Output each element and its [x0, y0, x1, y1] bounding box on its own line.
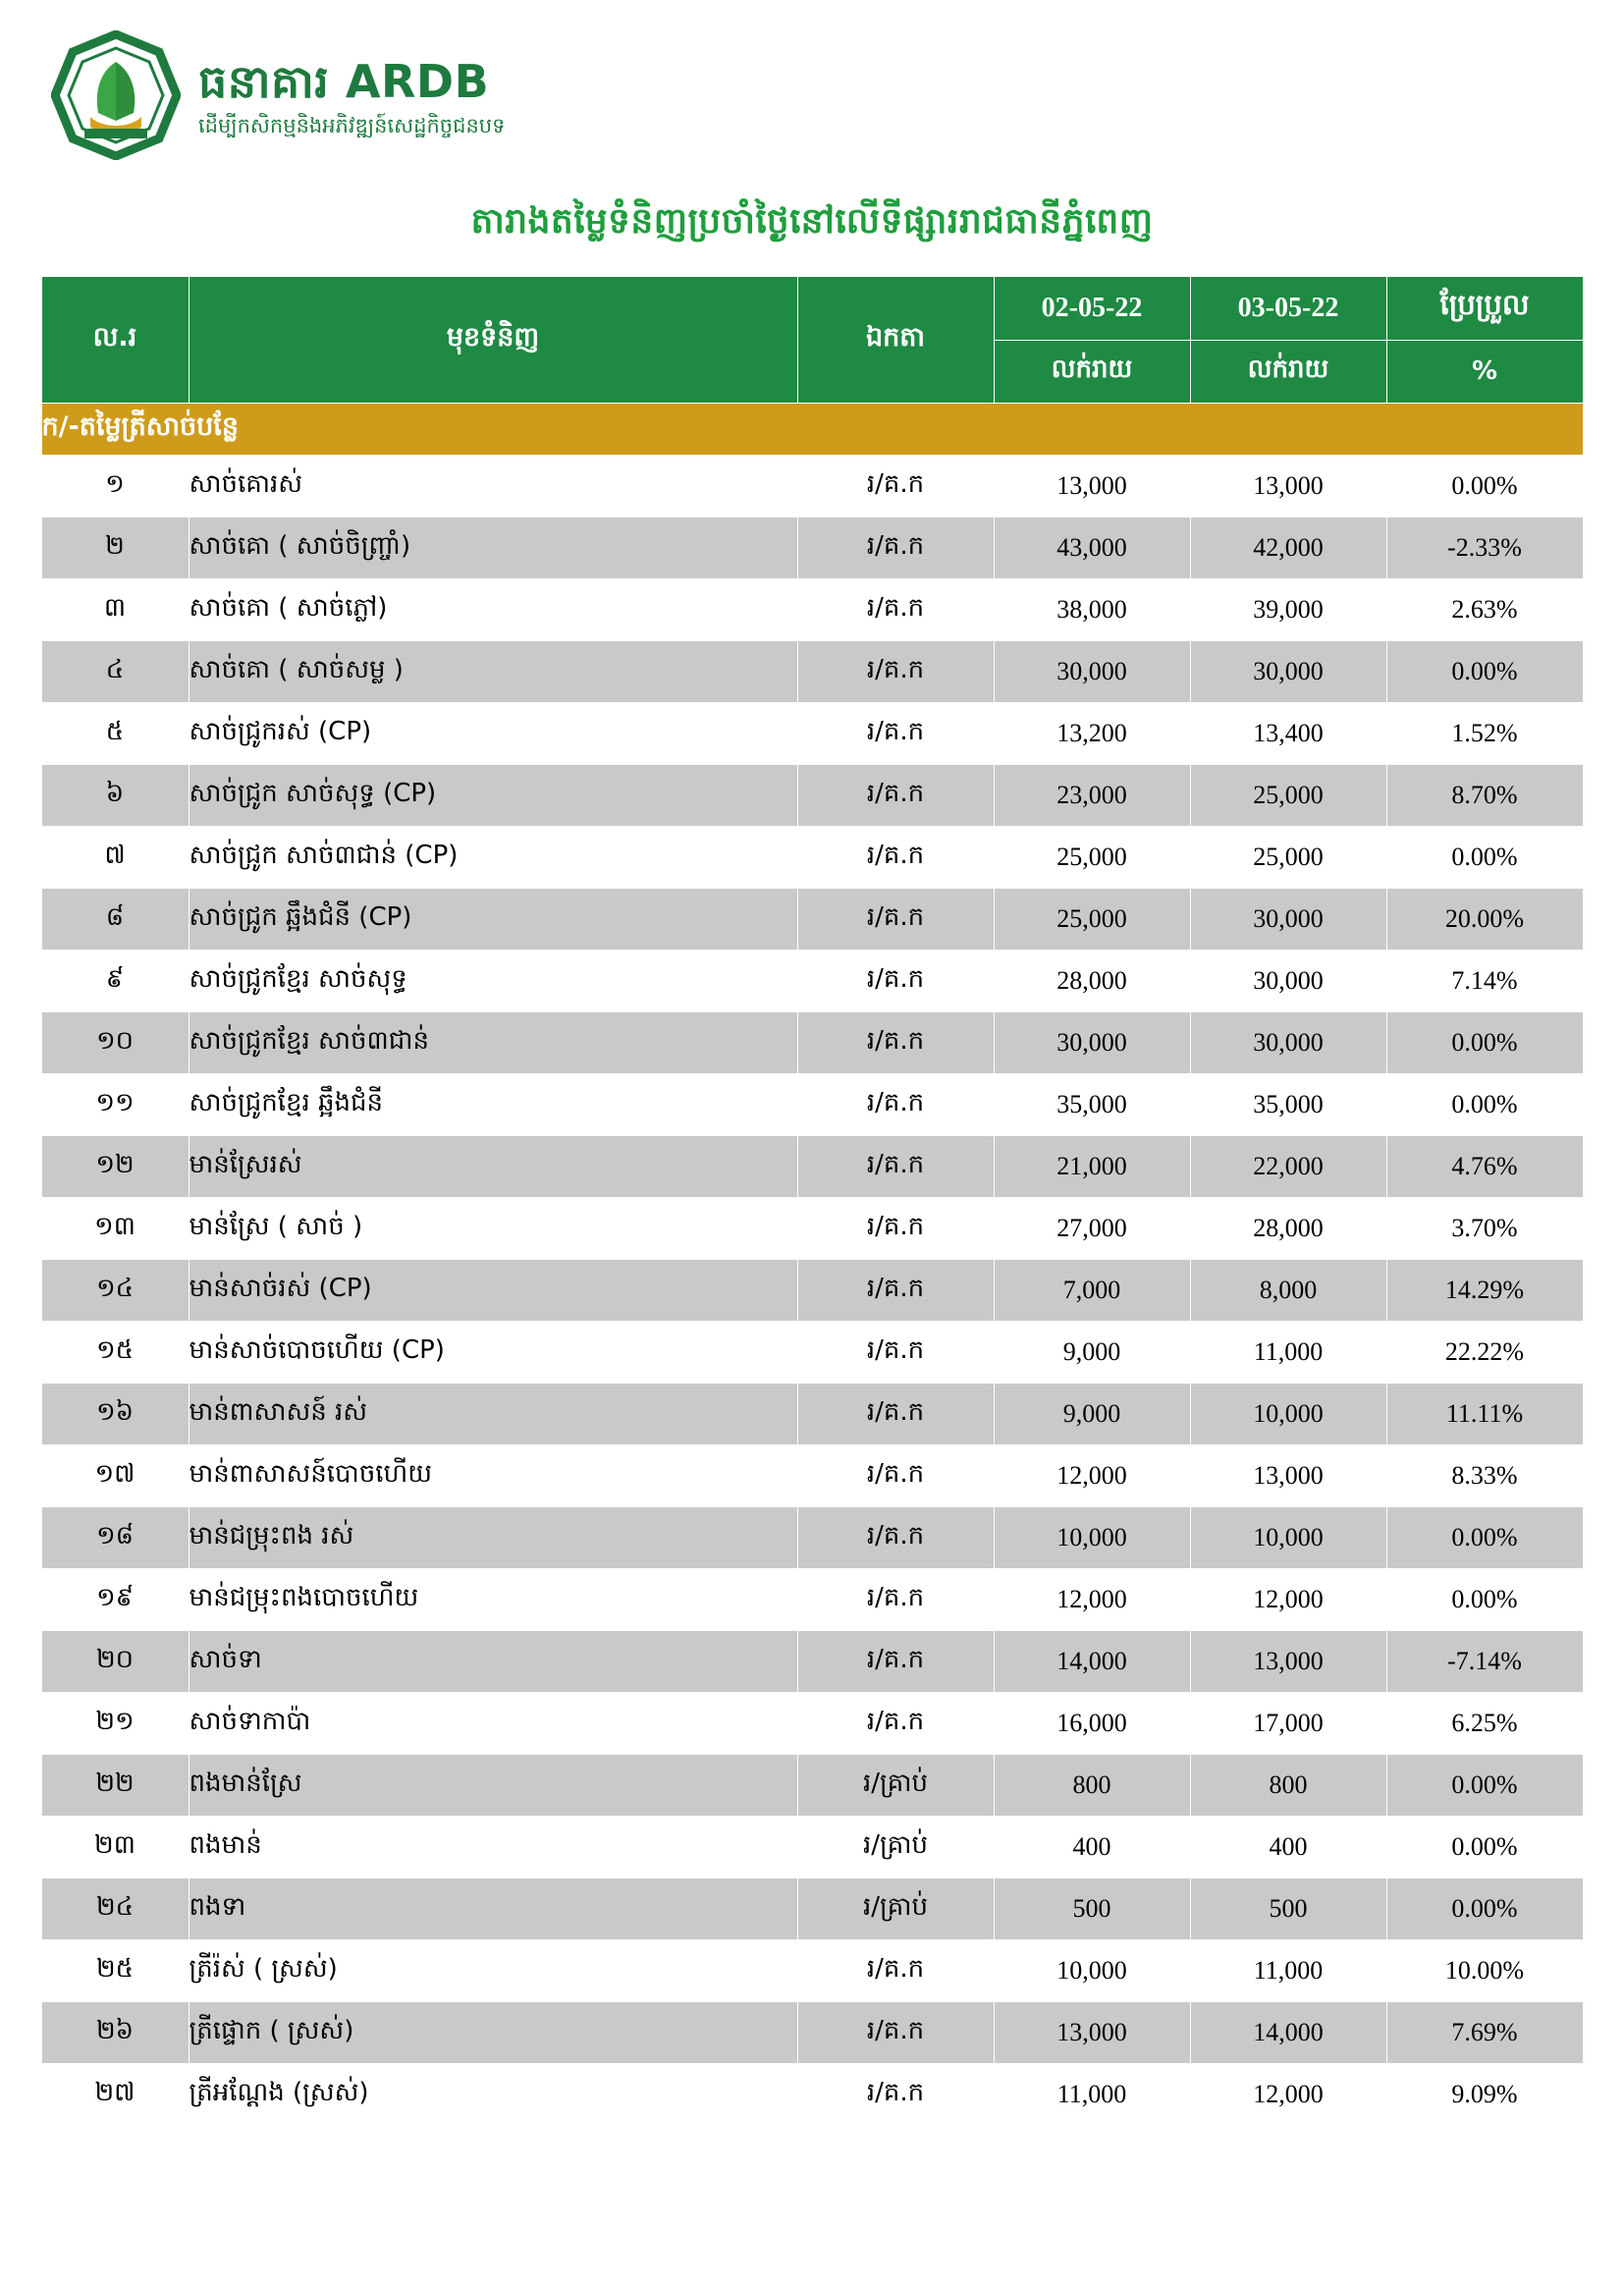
cell-unit: រ/គ.ក — [797, 703, 994, 765]
cell-price-date1: 12,000 — [994, 1569, 1190, 1631]
table-row — [41, 951, 1583, 1012]
cell-price-date2: 30,000 — [1190, 951, 1386, 1012]
cell-no: ១៣ — [41, 1198, 189, 1260]
table-row — [41, 1693, 1583, 1755]
cell-unit: រ/គ.ក — [797, 1322, 994, 1384]
cell-item: មាន់ពាសាសន៍ រស់ — [189, 1384, 797, 1445]
table-row — [41, 1384, 1583, 1445]
cell-change-percent: 10.00% — [1386, 1940, 1583, 2002]
cell-no: ១០ — [41, 1012, 189, 1074]
cell-no: ២៦ — [41, 2002, 189, 2064]
cell-unit: រ/គ.ក — [797, 1136, 994, 1198]
cell-price-date1: 35,000 — [994, 1074, 1190, 1136]
cell-unit: រ/គ.ក — [797, 765, 994, 827]
cell-change-percent: 22.22% — [1386, 1322, 1583, 1384]
cell-no: ១១ — [41, 1074, 189, 1136]
col-subheader-percent: % — [1386, 340, 1583, 404]
cell-price-date1: 11,000 — [994, 2064, 1190, 2126]
cell-unit: រ/គ.ក — [797, 1507, 994, 1569]
cell-price-date2: 25,000 — [1190, 827, 1386, 889]
cell-price-date1: 12,000 — [994, 1445, 1190, 1507]
table-row — [41, 579, 1583, 641]
table-row — [41, 1136, 1583, 1198]
cell-price-date2: 13,000 — [1190, 1445, 1386, 1507]
table-row — [41, 517, 1583, 579]
cell-change-percent: 1.52% — [1386, 703, 1583, 765]
cell-price-date1: 500 — [994, 1878, 1190, 1940]
cell-price-date1: 10,000 — [994, 1507, 1190, 1569]
cell-change-percent: 8.70% — [1386, 765, 1583, 827]
cell-no: ១៥ — [41, 1322, 189, 1384]
cell-price-date2: 28,000 — [1190, 1198, 1386, 1260]
table-row — [41, 1445, 1583, 1507]
cell-change-percent: 7.14% — [1386, 951, 1583, 1012]
cell-item: សាច់គោ ( សាច់ចិញ្ច្រាំ) — [189, 517, 797, 579]
cell-price-date2: 10,000 — [1190, 1507, 1386, 1569]
cell-price-date1: 21,000 — [994, 1136, 1190, 1198]
cell-price-date1: 14,000 — [994, 1631, 1190, 1693]
table-row — [41, 1322, 1583, 1384]
cell-unit: រ/គ.ក — [797, 889, 994, 951]
table-head — [41, 277, 1583, 404]
cell-item: មាន់ជម្រុះពងបោចហើយ — [189, 1569, 797, 1631]
cell-price-date1: 13,000 — [994, 2002, 1190, 2064]
cell-item: សាច់ជ្រូកខ្មែរ ឆ្អឹងជំនី — [189, 1074, 797, 1136]
cell-price-date2: 12,000 — [1190, 1569, 1386, 1631]
cell-item: សាច់ជ្រូក សាច់សុទ្ធ (CP) — [189, 765, 797, 827]
page-title: តារាងតម្លៃទំនិញប្រចាំថ្ងៃនៅលើទីផ្សាររាជធានីភ្នំពេញ — [470, 201, 1154, 242]
cell-change-percent: 8.33% — [1386, 1445, 1583, 1507]
cell-no: ១២ — [41, 1136, 189, 1198]
table-row — [41, 703, 1583, 765]
cell-price-date1: 800 — [994, 1755, 1190, 1817]
cell-no: ២៧ — [41, 2064, 189, 2126]
cell-unit: រ/គ.ក — [797, 1445, 994, 1507]
cell-price-date2: 400 — [1190, 1817, 1386, 1878]
cell-unit: រ/គ.ក — [797, 1012, 994, 1074]
cell-price-date1: 13,000 — [994, 456, 1190, 517]
cell-unit: រ/គ.ក — [797, 2064, 994, 2126]
table-row — [41, 456, 1583, 517]
table-row — [41, 2064, 1583, 2126]
cell-change-percent: 0.00% — [1386, 1878, 1583, 1940]
table-row — [41, 2002, 1583, 2064]
cell-no: ៧ — [41, 827, 189, 889]
cell-no: ២២ — [41, 1755, 189, 1817]
cell-item: សាច់ជ្រូកខ្មែរ សាច់សុទ្ធ — [189, 951, 797, 1012]
cell-item: មាន់ជម្រុះពង រស់ — [189, 1507, 797, 1569]
cell-price-date1: 13,200 — [994, 703, 1190, 765]
cell-unit: រ/គ.ក — [797, 1198, 994, 1260]
table-row — [41, 1631, 1583, 1693]
col-header-date1: 02-05-22 — [994, 277, 1190, 341]
cell-item: មាន់ពាសាសន៍បោចហើយ — [189, 1445, 797, 1507]
cell-change-percent: 0.00% — [1386, 1569, 1583, 1631]
cell-price-date2: 30,000 — [1190, 1012, 1386, 1074]
cell-price-date1: 25,000 — [994, 827, 1190, 889]
cell-change-percent: 0.00% — [1386, 456, 1583, 517]
cell-price-date1: 10,000 — [994, 1940, 1190, 2002]
cell-change-percent: 2.63% — [1386, 579, 1583, 641]
cell-price-date2: 42,000 — [1190, 517, 1386, 579]
table-section-header — [41, 404, 1583, 456]
brand-tagline: ដើម្បីកសិកម្មនិងអភិវឌ្ឍន៍សេដ្ឋកិច្ចជនបទ — [198, 113, 506, 137]
cell-price-date1: 27,000 — [994, 1198, 1190, 1260]
cell-no: ២១ — [41, 1693, 189, 1755]
cell-price-date1: 9,000 — [994, 1384, 1190, 1445]
cell-unit: រ/គ.ក — [797, 1569, 994, 1631]
table-row — [41, 1878, 1583, 1940]
table-section-label: ក/-តម្លៃត្រីសាច់បន្លែ — [41, 404, 1583, 456]
cell-item: មាន់សាច់រស់ (CP) — [189, 1260, 797, 1322]
table-row — [41, 1012, 1583, 1074]
cell-item: សាច់គោរស់ — [189, 456, 797, 517]
cell-item: សាច់ជ្រូកខ្មែរ សាច់៣ជាន់ — [189, 1012, 797, 1074]
cell-price-date2: 30,000 — [1190, 641, 1386, 703]
cell-item: សាច់ជ្រូក សាច់៣ជាន់ (CP) — [189, 827, 797, 889]
cell-no: ១ — [41, 456, 189, 517]
cell-price-date2: 11,000 — [1190, 1322, 1386, 1384]
table-row — [41, 1260, 1583, 1322]
cell-change-percent: 9.09% — [1386, 2064, 1583, 2126]
brand-name: ធនាគារ ARDB — [198, 55, 490, 109]
cell-price-date2: 39,000 — [1190, 579, 1386, 641]
cell-unit: រ/គ.ក — [797, 1260, 994, 1322]
cell-item: សាច់គោ ( សាច់ភ្លៅ) — [189, 579, 797, 641]
cell-change-percent: 0.00% — [1386, 1012, 1583, 1074]
cell-unit: រ/គ.ក — [797, 951, 994, 1012]
table-row — [41, 1198, 1583, 1260]
cell-no: ៤ — [41, 641, 189, 703]
cell-price-date1: 23,000 — [994, 765, 1190, 827]
cell-no: ៣ — [41, 579, 189, 641]
cell-item: សាច់គោ ( សាច់សម្ល ) — [189, 641, 797, 703]
cell-unit: រ/គ.ក — [797, 1074, 994, 1136]
cell-item: មាន់ស្រែរស់ — [189, 1136, 797, 1198]
cell-item: ពងមាន់ — [189, 1817, 797, 1878]
cell-change-percent: 4.76% — [1386, 1136, 1583, 1198]
col-header-item: មុខទំនិញ — [189, 277, 797, 404]
cell-item: សាច់ជ្រូក ឆ្អឹងជំនី (CP) — [189, 889, 797, 951]
cell-change-percent: 20.00% — [1386, 889, 1583, 951]
document-header — [33, 22, 1591, 169]
cell-change-percent: 0.00% — [1386, 1507, 1583, 1569]
cell-change-percent: -7.14% — [1386, 1631, 1583, 1693]
cell-price-date2: 30,000 — [1190, 889, 1386, 951]
table-row — [41, 1074, 1583, 1136]
cell-price-date2: 10,000 — [1190, 1384, 1386, 1445]
table-row — [41, 1817, 1583, 1878]
cell-item: សាច់ទាកាប៉ា — [189, 1693, 797, 1755]
cell-no: ២៤ — [41, 1878, 189, 1940]
cell-no: ២៣ — [41, 1817, 189, 1878]
cell-price-date1: 7,000 — [994, 1260, 1190, 1322]
cell-price-date2: 12,000 — [1190, 2064, 1386, 2126]
cell-price-date2: 11,000 — [1190, 1940, 1386, 2002]
cell-unit: រ/គ.ក — [797, 2002, 994, 2064]
price-table — [41, 276, 1584, 2126]
cell-change-percent: 0.00% — [1386, 827, 1583, 889]
cell-no: ៩ — [41, 951, 189, 1012]
cell-no: ២៥ — [41, 1940, 189, 2002]
col-header-no: ល.រ — [41, 277, 189, 404]
cell-no: ១៦ — [41, 1384, 189, 1445]
cell-no: ៦ — [41, 765, 189, 827]
col-subheader-retail2: លក់រាយ — [1190, 340, 1386, 404]
cell-item: ពងទា — [189, 1878, 797, 1940]
cell-change-percent: -2.33% — [1386, 517, 1583, 579]
table-row — [41, 1940, 1583, 2002]
cell-item: សាច់ជ្រូករស់ (CP) — [189, 703, 797, 765]
cell-unit: រ/គ.ក — [797, 579, 994, 641]
cell-unit: រ/គ.ក — [797, 1693, 994, 1755]
cell-change-percent: 11.11% — [1386, 1384, 1583, 1445]
cell-price-date2: 17,000 — [1190, 1693, 1386, 1755]
cell-price-date1: 9,000 — [994, 1322, 1190, 1384]
cell-price-date2: 25,000 — [1190, 765, 1386, 827]
cell-price-date2: 22,000 — [1190, 1136, 1386, 1198]
cell-change-percent: 0.00% — [1386, 1074, 1583, 1136]
cell-no: ៨ — [41, 889, 189, 951]
cell-price-date1: 43,000 — [994, 517, 1190, 579]
cell-change-percent: 0.00% — [1386, 641, 1583, 703]
cell-change-percent: 0.00% — [1386, 1817, 1583, 1878]
cell-unit: រ/គ.ក — [797, 641, 994, 703]
cell-unit: រ/គ.ក — [797, 517, 994, 579]
cell-item: ត្រីរ៉ស់ ( ស្រស់) — [189, 1940, 797, 2002]
table-row — [41, 641, 1583, 703]
table-row — [41, 889, 1583, 951]
cell-no: ២ — [41, 517, 189, 579]
cell-item: មាន់ស្រែ ( សាច់ ) — [189, 1198, 797, 1260]
cell-no: ២០ — [41, 1631, 189, 1693]
col-header-unit: ឯកតា — [797, 277, 994, 404]
table-row — [41, 1569, 1583, 1631]
cell-price-date2: 14,000 — [1190, 2002, 1386, 2064]
brand-text-block — [198, 51, 505, 139]
cell-unit: រ/គ្រាប់ — [797, 1817, 994, 1878]
cell-price-date2: 500 — [1190, 1878, 1386, 1940]
cell-unit: រ/គ.ក — [797, 1631, 994, 1693]
cell-price-date1: 30,000 — [994, 641, 1190, 703]
cell-item: មាន់សាច់បោចហើយ (CP) — [189, 1322, 797, 1384]
cell-price-date1: 16,000 — [994, 1693, 1190, 1755]
cell-item: សាច់ទា — [189, 1631, 797, 1693]
cell-unit: រ/គ.ក — [797, 827, 994, 889]
cell-no: ៥ — [41, 703, 189, 765]
table-row — [41, 765, 1583, 827]
cell-change-percent: 14.29% — [1386, 1260, 1583, 1322]
cell-item: ត្រីអណ្តែង (ស្រស់) — [189, 2064, 797, 2126]
col-subheader-retail1: លក់រាយ — [994, 340, 1190, 404]
cell-unit: រ/គ.ក — [797, 456, 994, 517]
table-body — [41, 404, 1583, 2126]
col-header-change: ប្រែប្រួល — [1386, 277, 1583, 341]
cell-item: ពងមាន់ស្រែ — [189, 1755, 797, 1817]
cell-price-date2: 13,000 — [1190, 456, 1386, 517]
cell-change-percent: 3.70% — [1386, 1198, 1583, 1260]
cell-no: ១៨ — [41, 1507, 189, 1569]
cell-no: ១៧ — [41, 1445, 189, 1507]
cell-price-date1: 30,000 — [994, 1012, 1190, 1074]
cell-price-date2: 8,000 — [1190, 1260, 1386, 1322]
cell-unit: រ/គ្រាប់ — [797, 1878, 994, 1940]
ardb-logo-icon — [51, 30, 181, 160]
cell-price-date2: 13,000 — [1190, 1631, 1386, 1693]
cell-change-percent: 6.25% — [1386, 1693, 1583, 1755]
cell-no: ១៤ — [41, 1260, 189, 1322]
cell-change-percent: 7.69% — [1386, 2002, 1583, 2064]
cell-price-date2: 800 — [1190, 1755, 1386, 1817]
cell-unit: រ/គ្រាប់ — [797, 1755, 994, 1817]
table-row — [41, 1755, 1583, 1817]
cell-price-date2: 35,000 — [1190, 1074, 1386, 1136]
cell-price-date1: 38,000 — [994, 579, 1190, 641]
cell-unit: រ/គ.ក — [797, 1384, 994, 1445]
cell-item: ត្រីផ្ទោក ( ស្រស់) — [189, 2002, 797, 2064]
cell-price-date1: 400 — [994, 1817, 1190, 1878]
table-row — [41, 1507, 1583, 1569]
cell-price-date2: 13,400 — [1190, 703, 1386, 765]
cell-change-percent: 0.00% — [1386, 1755, 1583, 1817]
table-row — [41, 827, 1583, 889]
cell-price-date1: 25,000 — [994, 889, 1190, 951]
cell-unit: រ/គ.ក — [797, 1940, 994, 2002]
col-header-date2: 03-05-22 — [1190, 277, 1386, 341]
cell-no: ១៩ — [41, 1569, 189, 1631]
cell-price-date1: 28,000 — [994, 951, 1190, 1012]
